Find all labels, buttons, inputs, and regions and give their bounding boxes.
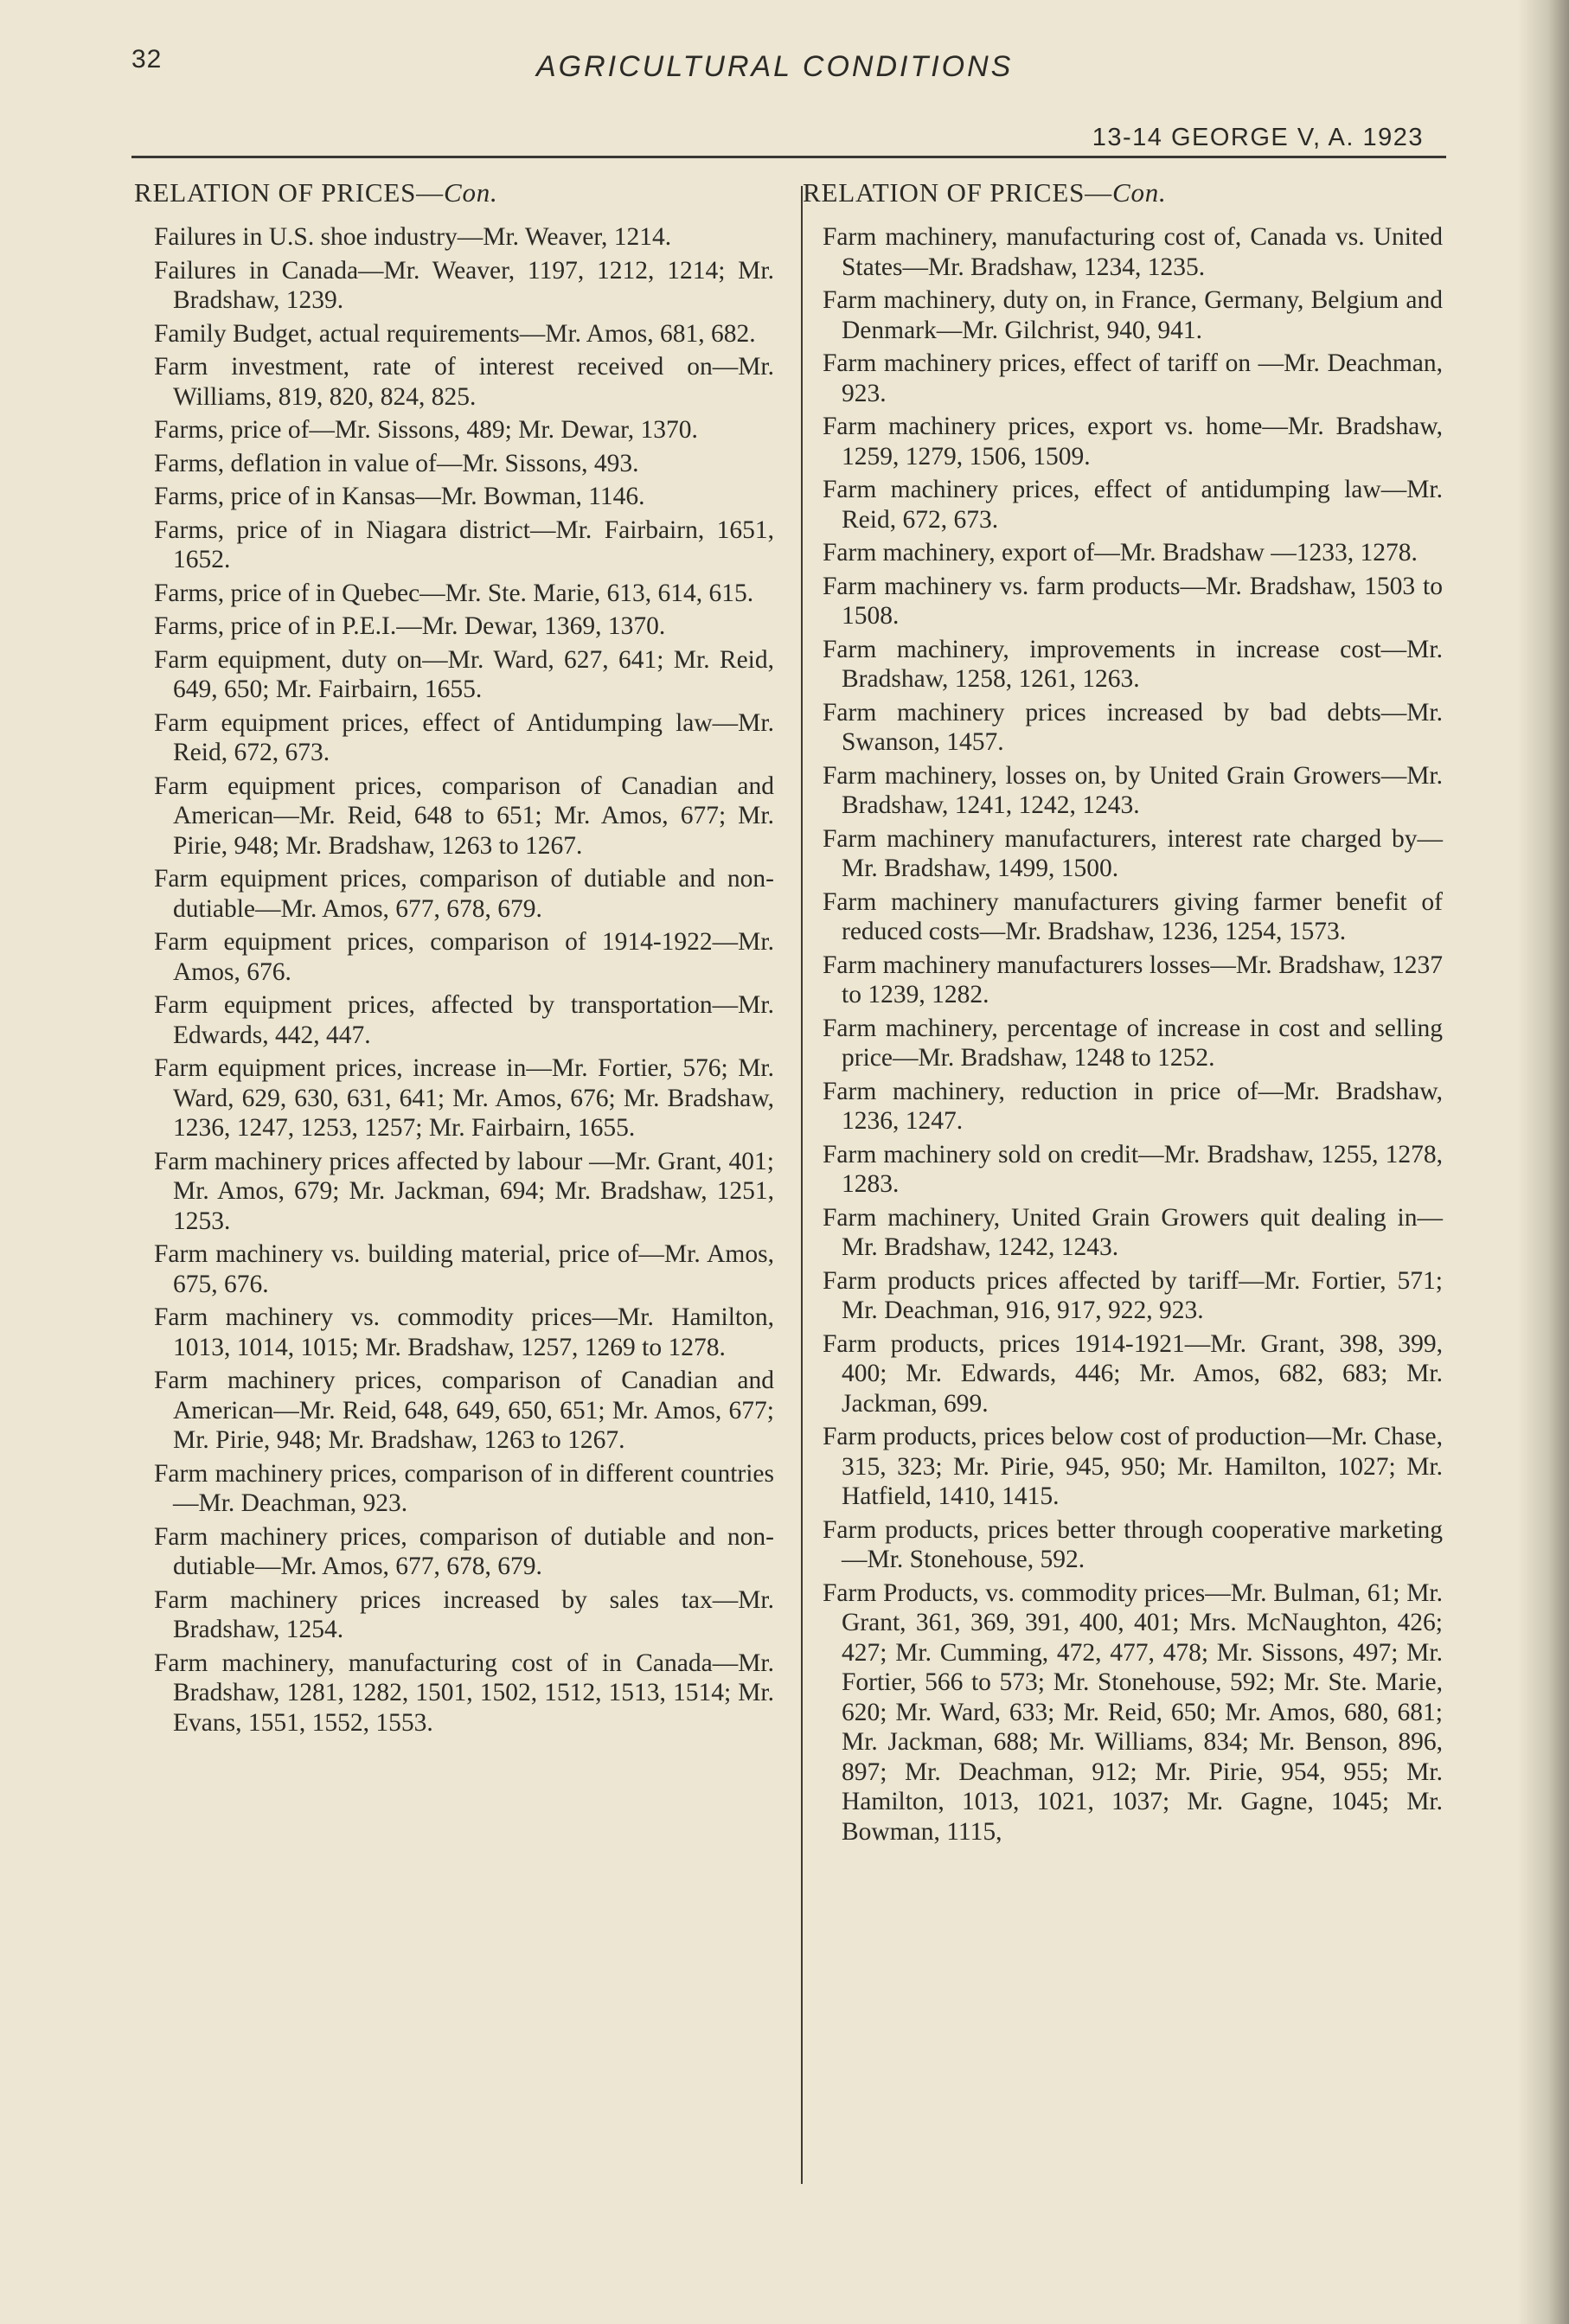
index-entry: Farm machinery prices, export vs. home—Mr. Bradshaw, 1259, 1279, 1506, 1509.	[823, 413, 1443, 471]
index-entry: Farm machinery prices, effect of tariff on —Mr. Deachman, 923.	[823, 349, 1443, 407]
index-entry: Farm machinery vs. building material, price of—Mr. Amos, 675, 676.	[154, 1240, 774, 1298]
index-entry: Farm equipment prices, comparison of Canadian and American—Mr. Reid, 648 to 651; Mr. Amos, 677; Mr. Pirie, 948; Mr. Bradshaw, 1263 to 1267.	[154, 771, 774, 860]
index-entry: Farm machinery prices, comparison of dutiable and non-dutiable—Mr. Amos, 677, 678, 679.	[154, 1522, 774, 1580]
index-entry: Farm machinery, improvements in increase cost—Mr. Bradshaw, 1258, 1261, 1263.	[823, 635, 1443, 693]
index-entry: Farm machinery manufacturers, interest rate charged by—Mr. Bradshaw, 1499, 1500.	[823, 824, 1443, 882]
column-heading	[134, 177, 774, 208]
index-entry: Farm equipment prices, increase in—Mr. Fortier, 576; Mr. Ward, 629, 630, 631, 641; Mr. Amos, 676; Mr. Bradshaw, 1236, 1247, 1253, 1257; Mr. Fairbairn, 1655.	[154, 1054, 774, 1142]
header-rule	[131, 156, 1446, 158]
index-entry: Farm machinery, export of—Mr. Bradshaw —1233, 1278.	[823, 539, 1418, 567]
index-entry: Farm equipment prices, comparison of 1914-1922—Mr. Amos, 676.	[154, 928, 774, 986]
index-entry: Farm machinery prices affected by labour —Mr. Grant, 401; Mr. Amos, 679; Mr. Jackman, 694; Mr. Bradshaw, 1251, 1253.	[154, 1147, 774, 1235]
index-entry: Farm machinery manufacturers losses—Mr. Bradshaw, 1237 to 1239, 1282.	[823, 951, 1443, 1008]
index-entry: Farm products, prices better through cooperative marketing—Mr. Stonehouse, 592.	[823, 1515, 1443, 1573]
index-entry: Farm equipment, duty on—Mr. Ward, 627, 641; Mr. Reid, 649, 650; Mr. Fairbairn, 1655.	[154, 645, 774, 703]
index-entry: Failures in U.S. shoe industry—Mr. Weaver, 1214.	[154, 223, 672, 251]
index-column-left	[134, 177, 774, 1741]
index-entry: Farm equipment prices, comparison of dutiable and non-dutiable—Mr. Amos, 677, 678, 679.	[154, 865, 774, 923]
index-entry: Farm machinery, percentage of increase in cost and selling price—Mr. Bradshaw, 1248 to 1252.	[823, 1014, 1443, 1072]
index-entry: Farm machinery sold on credit—Mr. Bradshaw, 1255, 1278, 1283.	[823, 1140, 1443, 1198]
index-entry: Farms, price of—Mr. Sissons, 489; Mr. Dewar, 1370.	[154, 416, 698, 444]
index-entry: Farm equipment prices, affected by transportation—Mr. Edwards, 442, 447.	[154, 991, 774, 1049]
index-entry: Farm investment, rate of interest received on—Mr. Williams, 819, 820, 824, 825.	[154, 353, 774, 411]
index-entry: Farm products, prices 1914-1921—Mr. Grant, 398, 399, 400; Mr. Edwards, 446; Mr. Amos, 682, 683; Mr. Jackman, 699.	[823, 1329, 1443, 1418]
session-label: 13-14 GEORGE V, A. 1923	[1092, 124, 1424, 151]
index-entry: Farm machinery, duty on, in France, Germany, Belgium and Denmark—Mr. Gilchrist, 940, 941.	[823, 286, 1443, 344]
column-heading-suffix: Con.	[1111, 177, 1167, 208]
index-entry: Farms, deflation in value of—Mr. Sissons, 493.	[154, 449, 639, 477]
index-entry: Farm machinery prices, comparison of Canadian and American—Mr. Reid, 648, 649, 650, 651; Mr. Amos, 677; Mr. Pirie, 948; Mr. Bradshaw, 1263 to 1267.	[154, 1367, 774, 1454]
page-edge-shadow	[1517, 0, 1569, 2324]
index-entry: Farm machinery, losses on, by United Grain Growers—Mr. Bradshaw, 1241, 1242, 1243.	[823, 761, 1443, 819]
page-number: 32	[131, 45, 163, 74]
index-entry: Farm equipment prices, effect of Antidumping law—Mr. Reid, 672, 673.	[154, 708, 774, 766]
index-entry: Farms, price of in Niagara district—Mr. Fairbairn, 1651, 1652.	[154, 515, 774, 573]
index-entry: Farm machinery, manufacturing cost of, Canada vs. United States—Mr. Bradshaw, 1234, 1235.	[823, 223, 1443, 281]
index-entry: Farm machinery prices increased by sales tax—Mr. Bradshaw, 1254.	[154, 1585, 774, 1643]
index-entry: Farm machinery, United Grain Growers quit dealing in—Mr. Bradshaw, 1242, 1243.	[823, 1203, 1443, 1261]
index-entry: Farm machinery prices, effect of antidumping law—Mr. Reid, 672, 673.	[823, 476, 1443, 534]
column-heading-text: RELATION OF PRICES—	[803, 177, 1112, 208]
index-entry: Farm machinery, reduction in price of—Mr. Bradshaw, 1236, 1247.	[823, 1077, 1443, 1135]
index-entry: Farm Products, vs. commodity prices—Mr. Bulman, 61; Mr. Grant, 361, 369, 391, 400, 401; Mrs. McNaughton, 426; 427; Mr. Cumming, 472, 477, 478; Mr. Sissons, 497; Mr. Fortier, 566 to 573; Mr. Stonehouse, 592; Mr. Ste. Marie, 620; Mr. Ward, 633; Mr. Reid, 650; Mr. Amos, 680, 681; Mr. Jackman, 688; Mr. Williams, 834; Mr. Benson, 896, 897; Mr. Deachman, 912; Mr. Pirie, 954, 955; Mr. Hamilton, 1013, 1021, 1037; Mr. Gagne, 1045; Mr. Bowman, 1115,	[823, 1578, 1443, 1846]
index-entry: Farm products prices affected by tariff—Mr. Fortier, 571; Mr. Deachman, 916, 917, 922, 923.	[823, 1266, 1443, 1324]
column-heading-text: RELATION OF PRICES—	[134, 177, 444, 208]
running-title: AGRICULTURAL CONDITIONS	[536, 50, 1014, 83]
index-entry: Farm machinery, manufacturing cost of in Canada—Mr. Bradshaw, 1281, 1282, 1501, 1502, 1512, 1513, 1514; Mr. Evans, 1551, 1552, 1553.	[154, 1649, 774, 1737]
index-entry: Farm machinery vs. commodity prices—Mr. Hamilton, 1013, 1014, 1015; Mr. Bradshaw, 1257, 1269 to 1278.	[154, 1303, 774, 1361]
index-entry: Farms, price of in Quebec—Mr. Ste. Marie, 613, 614, 615.	[154, 579, 754, 607]
index-column-right	[803, 177, 1443, 1850]
index-entry: Farm machinery vs. farm products—Mr. Bradshaw, 1503 to 1508.	[823, 572, 1443, 630]
index-entry: Farm machinery prices increased by bad debts—Mr. Swanson, 1457.	[823, 698, 1443, 756]
column-heading-suffix: Con.	[443, 177, 498, 208]
index-entry: Farm machinery prices, comparison of in different countries—Mr. Deachman, 923.	[154, 1459, 774, 1517]
index-entry: Farms, price of in Kansas—Mr. Bowman, 1146.	[154, 483, 645, 510]
index-entry: Failures in Canada—Mr. Weaver, 1197, 1212, 1214; Mr. Bradshaw, 1239.	[154, 256, 774, 314]
index-entry: Farm machinery manufacturers giving farmer benefit of reduced costs—Mr. Bradshaw, 1236, 1254, 1573.	[823, 887, 1443, 945]
index-entry: Farms, price of in P.E.I.—Mr. Dewar, 1369, 1370.	[154, 612, 666, 640]
column-heading	[803, 177, 1443, 208]
index-entry: Farm products, prices below cost of production—Mr. Chase, 315, 323; Mr. Pirie, 945, 950; Mr. Hamilton, 1027; Mr. Hatfield, 1410, 1415.	[823, 1423, 1443, 1510]
index-entry: Family Budget, actual requirements—Mr. Amos, 681, 682.	[154, 319, 756, 348]
